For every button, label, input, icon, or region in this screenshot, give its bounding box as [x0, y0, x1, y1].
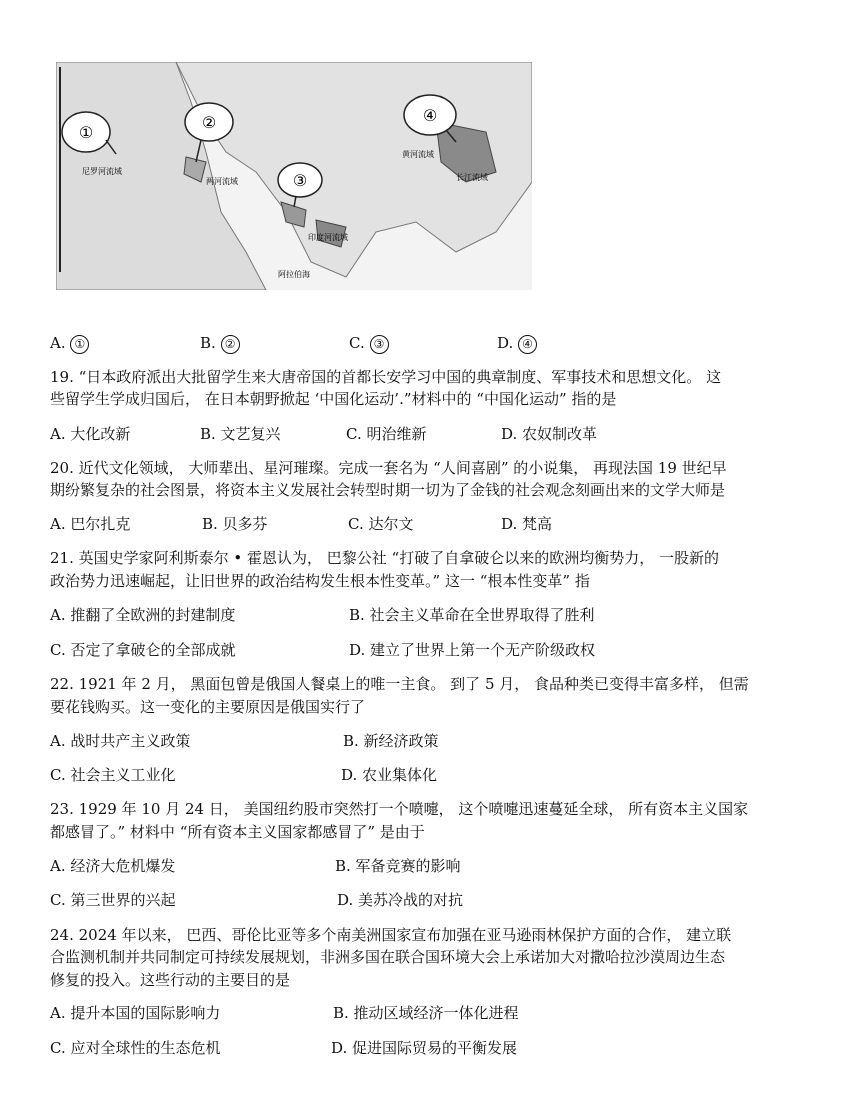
q21-stem-line-1: 21. 英国史学家阿利斯泰尔 • 霍恩认为， 巴黎公社 “打破了自拿破仑以来的欧洲均衡势力， 一股新的 [50, 549, 719, 567]
q19-option-b[interactable]: B. 文艺复兴 [200, 425, 281, 443]
map-marker-1: ① [78, 123, 94, 142]
q21-option-b[interactable]: B. 社会主义革命在全世界取得了胜利 [349, 606, 595, 624]
circled-number: ③ [370, 335, 389, 354]
q22-option-a[interactable]: A. 战时共产主义政策 [50, 732, 191, 750]
q20-option-c[interactable]: C. 达尔文 [348, 515, 414, 533]
q20-option-b[interactable]: B. 贝多芬 [202, 515, 268, 533]
q21-option-c[interactable]: C. 否定了拿破仑的全部成就 [50, 641, 236, 659]
q23-option-d[interactable]: D. 美苏冷战的对抗 [337, 891, 464, 909]
q23-stem-line-1: 23. 1929 年 10 月 24 日， 美国纽约股市突然打一个喷嚏， 这个喷嚏迅速蔓延全球， 所有资本主义国家 [50, 800, 749, 818]
map-marker-2: ② [201, 113, 217, 132]
q20-option-a[interactable]: A. 巴尔扎克 [50, 515, 131, 533]
q18-option-a[interactable]: A. ① [50, 333, 89, 354]
q18-option-b[interactable]: B. ② [200, 333, 240, 354]
q24-option-d[interactable]: D. 促进国际贸易的平衡发展 [331, 1039, 518, 1057]
map-label-mesopotamia: 两河流域 [206, 177, 238, 186]
q24-stem-line-1: 24. 2024 年以来， 巴西、哥伦比亚等多个南美洲国家宣布加强在亚马逊雨林保护方面的合作， 建立联 [50, 926, 732, 944]
q23-stem-line-2: 都感冒了。” 材料中 “所有资本主义国家都感冒了” 是由于 [50, 823, 425, 841]
q22-stem-line-1: 22. 1921 年 2 月， 黑面包曾是俄国人餐桌上的唯一主食。 到了 5 月， 食品种类已变得丰富多样， 但需 [50, 675, 749, 693]
q23-option-a[interactable]: A. 经济大危机爆发 [50, 857, 176, 875]
q21-option-d[interactable]: D. 建立了世界上第一个无产阶级政权 [349, 641, 596, 659]
q20-stem-line-2: 期纷繁复杂的社会图景，将资本主义发展社会转型时期一切为了金钱的社会观念刻画出来的文学大师是 [50, 481, 726, 499]
q19-stem-line-1: 19. “日本政府派出大批留学生来大唐帝国的首都长安学习中国的典章制度、军事技术和思想文化。 这 [50, 368, 722, 386]
map-label-indus: 印度河流域 [308, 233, 348, 242]
q19-option-d[interactable]: D. 农奴制改革 [501, 425, 598, 443]
q21-stem-line-2: 政治势力迅速崛起，让旧世界的政治结构发生根本性变革。” 这一 “根本性变革” 指 [50, 572, 590, 590]
map-label-arabian-sea: 阿拉伯海 [278, 270, 310, 279]
q18-option-d[interactable]: D. ④ [497, 333, 537, 354]
q22-option-c[interactable]: C. 社会主义工业化 [50, 766, 176, 784]
q24-stem-line-2: 合监测机制并共同制定可持续发展规划，非洲多国在联合国环境大会上承诺加大对撒哈拉沙漠周边生态 [50, 948, 726, 966]
q19-stem-line-2: 些留学生学成归国后， 在日本朝野掀起 ‘中国化运动’.”材料中的 “中国化运动” 指的是 [50, 390, 617, 408]
map-label-yangtze: 长江流域 [456, 173, 488, 182]
map-marker-4: ④ [422, 106, 438, 125]
q21-option-a[interactable]: A. 推翻了全欧洲的封建制度 [50, 606, 236, 624]
q19-option-a[interactable]: A. 大化改新 [50, 425, 131, 443]
q24-option-c[interactable]: C. 应对全球性的生态危机 [50, 1039, 221, 1057]
circled-number: ① [70, 335, 89, 354]
q22-option-d[interactable]: D. 农业集体化 [341, 766, 438, 784]
map-marker-3: ③ [292, 171, 308, 190]
q23-option-b[interactable]: B. 军备竞赛的影响 [335, 857, 461, 875]
q24-option-a[interactable]: A. 提升本国的国际影响力 [50, 1004, 221, 1022]
q18-option-c[interactable]: C. ③ [349, 333, 389, 354]
q20-stem-line-1: 20. 近代文化领域， 大师辈出、星河璀璨。完成一套名为 “人间喜剧” 的小说集， 再现法国 19 世纪早 [50, 459, 727, 477]
q23-option-c[interactable]: C. 第三世界的兴起 [50, 891, 176, 909]
civilization-map [56, 62, 532, 290]
q24-stem-line-3: 修复的投入。这些行动的主要目的是 [50, 971, 291, 989]
q24-option-b[interactable]: B. 推动区域经济一体化进程 [333, 1004, 519, 1022]
circled-number: ④ [518, 335, 537, 354]
q22-option-b[interactable]: B. 新经济政策 [343, 732, 439, 750]
map-label-nile: 尼罗河流域 [82, 167, 122, 176]
q19-option-c[interactable]: C. 明治维新 [346, 425, 427, 443]
circled-number: ② [221, 335, 240, 354]
q20-option-d[interactable]: D. 梵高 [501, 515, 553, 533]
q22-stem-line-2: 要花钱购买。这一变化的主要原因是俄国实行了 [50, 698, 366, 716]
map-label-yellow-river: 黄河流域 [402, 150, 434, 159]
